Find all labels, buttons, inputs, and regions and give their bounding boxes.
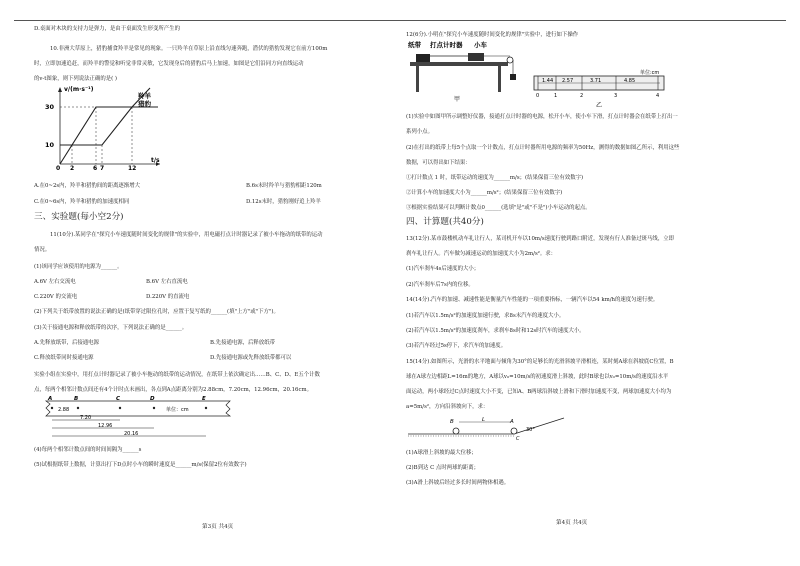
slope-figure [406, 414, 566, 440]
q11-experiment-line2: 点，每两个相邻计数点间还有4个计时点未画出，各点到A点距离分别为2.88cm，7.20cm，12.96cm，20.16cm。 [34, 387, 312, 393]
label-cart: 小车 [474, 41, 487, 49]
right-page-footer: 第4页 共4页 [556, 520, 588, 526]
q11-part1-option-b: B.6V 左右直流电 [146, 279, 188, 285]
xtick-12: 12 [128, 165, 137, 170]
left-page-footer: 第3页 共4页 [202, 524, 234, 530]
q11-part3-option-a: A.先释放纸带，后接通电源 [34, 340, 99, 346]
xtick-7: 7 [100, 165, 105, 170]
ytick-30: 30 [45, 103, 55, 111]
tape2-pt2: 2 [580, 93, 584, 99]
xtick-6: 6 [93, 165, 98, 170]
angle-label: 30° [526, 427, 535, 433]
tape2-d1: 1.44 [542, 78, 554, 84]
tape-d3: 12.96 [98, 423, 113, 429]
q15-stem-line3: 面运动，两小球经过C点时速度大小不变，已知A、B两球沿斜坡上滑和下滑时加速度不变，两球加速度大小均为 [406, 389, 672, 395]
q12-blank2: ②计算小车的加速度大小为______m/s²；(结果保留三位有效数字) [406, 190, 563, 196]
ball-a-label: A [510, 419, 514, 425]
tape-unit: 单位：cm [166, 407, 189, 413]
q11-part3-option-b: B.先接通电源，后释放纸带 [210, 340, 275, 346]
q13-stem-line2: 刹车礼让行人。汽车做匀减速运动的加速度大小为2m/s²。求： [406, 251, 557, 257]
section-3-heading: 三、实验题(每小空2分) [34, 212, 124, 222]
q13-stem-line1: 13(12分).某市鼓楼机动车礼让行人，某司机开车以10m/s速度行驶到路口附近，发现有行人准备过斑马线，立即 [406, 236, 674, 242]
q15-stem-line1: 15(14分).如图所示，光滑的水平地面与倾角为30°的足够长的光滑斜坡平滑相连，某时刻A球在斜坡底C位置，B [406, 359, 674, 365]
legend-antelope: 羚羊 [138, 92, 151, 100]
tape2-pt1: 1 [554, 93, 558, 99]
q14-part1: (1)若汽车以1.5m/s²的加速度加速行驶，求8s末汽车的速度大小。 [406, 313, 565, 319]
q10-stem-line3: 的v-t图象，则下列说法正确的是( ) [34, 76, 118, 82]
label-jia: 甲 [454, 96, 461, 102]
q11-part4: (4)每两个相邻计数点间的时间间隔为______s [34, 447, 142, 453]
q14-part2: (2)若汽车以1.5m/s²的加速度刹车，求刹车8s时和12s时汽车的速度大小。 [406, 328, 585, 334]
antelope-line [60, 88, 150, 145]
tape2-pt0: 0 [536, 93, 540, 99]
tape-point-a: A [48, 396, 53, 402]
q12-part2-line2: 数据，可以得出如下结果： [406, 160, 471, 166]
q12-part2-line1: (2)在打出的纸带上每5个点取一个计数点，打点计时器所用电源的频率为50Hz，测得的数据如图乙所示，利用这些 [406, 145, 680, 151]
q11-part5: (5)试根据纸带上数据，计算出打下D点时小车的瞬时速度是______m/s(保留2位有效数字) [34, 462, 247, 468]
top-rule [14, 20, 786, 21]
ytick-10: 10 [45, 141, 55, 149]
q11-part1-option-c: C.220V 的交流电 [34, 294, 78, 300]
label-timer: 打点计时器 [430, 41, 463, 49]
paper-tape-diagram [40, 396, 240, 440]
tape-point-d: D [150, 396, 155, 402]
q13-part2: (2)汽车刹车后7s内的位移。 [406, 282, 474, 288]
q10-option-a: A.在0~2s内，羚羊和猎豹间的距离逐渐增大 [34, 183, 140, 189]
q10-option-c: C.在0~6s内，羚羊和猎豹的加速度相同 [34, 199, 130, 205]
q13-part1: (1)汽车刹车4s后速度的大小； [406, 266, 480, 272]
tape-d2: 7.20 [80, 415, 92, 421]
q15-stem-line2: 球在A球左边相距L=16m的地方，A球以v₀=10m/s的初速度滑上斜坡，此时B球也以v₀=10m/s的速度沿水平 [406, 374, 669, 380]
legend-leopard: 猎豹 [138, 100, 151, 108]
q11-stem-line1: 11(10分).某同学在"探究小车速度随时间变化的规律"的实验中，用电磁打点计时器记录了被小车拖动的纸带的运动 [50, 232, 323, 238]
q10-option-b: B.6s末时羚羊与猎豹相距120m [246, 183, 322, 189]
q15-part3: (3)A滑上斜坡后经过多长时间两物体相遇。 [406, 480, 510, 486]
q12-part1-line2: 系列小点。 [406, 129, 433, 135]
tape-point-e: E [202, 396, 206, 402]
q11-part3: (3)关于接通电源和释放纸带的次序，下列说法正确的是______。 [34, 325, 188, 331]
tape2-pt4: 4 [656, 93, 660, 99]
ball-b-label: B [450, 419, 454, 425]
q14-part3: (3)若汽车经过5s停下，求汽车的加速度。 [406, 343, 507, 349]
distance-l-label: L [482, 417, 486, 423]
q11-part1-option-d: D.220V 的直流电 [146, 294, 190, 300]
point-c-label: C [516, 436, 520, 440]
q10-stem-line1: 10.非洲大草原上，猎豹捕食羚羊是常见的现象。一只羚羊在草原上沿直线匀速奔跑，潜伏的猎豹发现它在前方100m [50, 46, 328, 52]
q9-option-d: D.桌面对木块的支持力是弹力，是由于桌面发生形变所产生的 [34, 26, 180, 32]
tape2-unit: 单位:cm [640, 70, 660, 76]
tape2-d3: 3.71 [590, 78, 602, 84]
q11-part1: (1)该同学应该使用的电源为______。 [34, 264, 123, 270]
tape2-pt3: 3 [614, 93, 618, 99]
tape2-d2: 2.57 [562, 78, 574, 84]
q12-stem: 12(6分).小明在"探究小车速度随时间变化的规律"实验中，进行如下操作 [406, 32, 579, 38]
section-4-heading: 四、计算题(共40分) [406, 217, 484, 227]
q11-experiment-line1: 实验小组在实验中，用打点计时器记录了被小车拖动的纸带的运动情况，在纸带上依次确定出……B、C、D、E五个计数 [34, 372, 320, 378]
graph-xlabel: t/s [151, 157, 160, 164]
q12-blank1: ①打计数点 1 时，纸带运动的速度为______m/s；(结果保留三位有效数字) [406, 175, 584, 181]
label-yi: 乙 [596, 102, 603, 108]
q12-blank3: ③根据实验结果可以判断计数点0______(选填"是"或"不是")小车运动的起点。 [406, 205, 591, 211]
q11-part3-option-d: D.先接通电源或先释放纸带都可以 [210, 355, 292, 361]
origin-label: 0 [56, 165, 61, 170]
q14-stem: 14(14分).汽车的加速、减速性能是衡量汽车性能的一项重要指标，一辆汽车以54 km/h的速度匀速行驶。 [406, 297, 659, 303]
tape-d1: 2.88 [58, 407, 70, 413]
tape-d4: 20.16 [124, 431, 139, 437]
q12-part1-line1: (1)实验中如图甲所示调整好仪器，接通打点计时器的电源，松开小车，使小车下滑，打点计时器会在纸带上打出一 [406, 114, 678, 120]
q15-part2: (2)B到达 C 点时两球的距离； [406, 465, 480, 471]
q15-stem-line4: a=5m/s²，方向沿斜坡向下，求： [406, 404, 489, 410]
q11-part3-option-c: C.释放纸带同时接通电源 [34, 355, 94, 361]
q11-part2: (2)下列关于纸带放置的说法正确的是(纸带穿过限位孔时，应置于复写纸的______(填"上方"或"下方")。 [34, 309, 279, 315]
graph-ylabel: v/(m·s⁻¹) [64, 86, 94, 93]
q11-stem-line2: 情况。 [34, 247, 51, 253]
label-tape: 纸带 [408, 41, 421, 49]
vt-graph [40, 84, 170, 170]
q11-part1-option-a: A.6V 左右交流电 [34, 279, 76, 285]
apparatus-figure-jia [406, 38, 526, 102]
q10-stem-line2: 时，立即加速追赶，而羚羊的警觉和听觉非常灵敏，它发现身后的猎豹后马上加速，如图是它们沿同方向直线运动 [34, 61, 304, 67]
tape-point-b: B [74, 396, 79, 402]
q10-option-d: D.12s末时，猎豹刚好追上羚羊 [246, 199, 321, 205]
xtick-2: 2 [70, 165, 75, 170]
tape-figure-yi [532, 66, 666, 108]
q15-part1: (1)A球滑上斜坡的最大位移； [406, 450, 477, 456]
tape-point-c: C [116, 396, 121, 402]
tape2-d4: 4.85 [624, 78, 636, 84]
